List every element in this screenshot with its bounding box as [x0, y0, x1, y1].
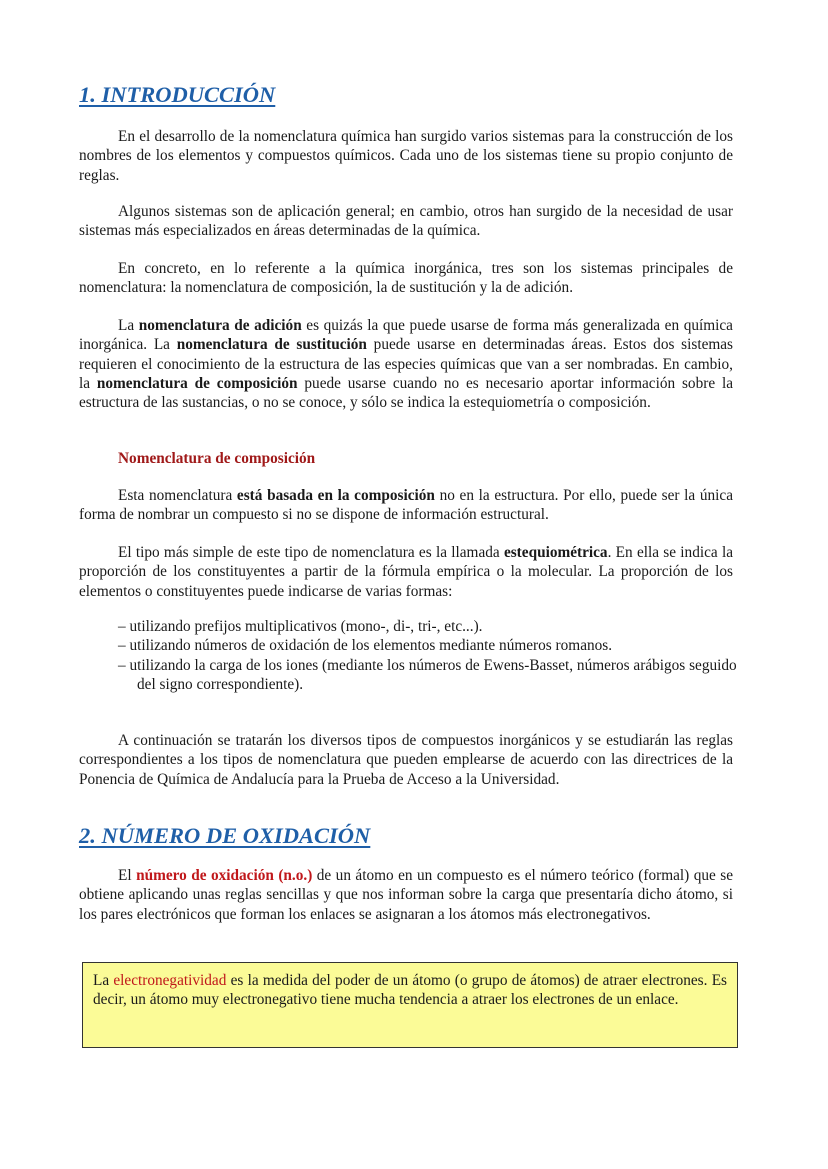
intro-paragraph-1: En el desarrollo de la nomenclatura química han surgido varios sistemas para la construcción de los nombres de los elementos y compuestos químicos. Cada uno de los sistemas tiene su propio conjunto de reglas. — [79, 128, 733, 184]
intro-paragraph-3: En concreto, en lo referente a la química inorgánica, tres son los sistemas principales de nomenclatura: la nomenclatura de composición, la de sustitución y la de adición. — [79, 260, 733, 297]
stoichiometric-paragraph: El tipo más simple de este tipo de nomenclatura es la llamada estequiométrica. En ella se indica la proporción de los constituyentes a partir de la fórmula empírica o la molecular. La proporción de los elementos o constituyentes puede indicarse de varias formas: — [79, 544, 733, 600]
methods-list — [118, 617, 738, 694]
term-adicion: nomenclatura de adición — [138, 317, 302, 334]
subheading-nomenclatura-composicion: Nomenclatura de composición — [118, 450, 316, 467]
list-item: – utilizando la carga de los iones (mediante los números de Ewens-Basset, números arábigos seguido del signo correspondiente). — [118, 656, 737, 693]
list-item: – utilizando números de oxidación de los elementos mediante números romanos. — [118, 637, 613, 655]
intro-paragraph-4: La nomenclatura de adición es quizás la que puede usarse de forma más generalizada en química inorgánica. La nomenclatura de sustitución puede usarse en determinadas áreas. Estos dos sistemas requieren el conocimiento de la estructura de las especies químicas que van a ser nombradas. En cambio, la nomenclatura de composición puede usarse cuando no es necesario aportar información sobre la estructura de las sustancias, o no se conoce, y sólo se indica la estequiometría o composición. — [79, 317, 733, 412]
intro-closing-paragraph: A continuación se tratarán los diversos tipos de compuestos inorgánicos y se estudiarán las reglas correspondientes a los tipos de nomenclatura que pueden emplearse de acuerdo con las directrices de la Ponencia de Química de Andalucía para la Prueba de Acceso a la Universidad. — [79, 732, 733, 788]
list-item: – utilizando prefijos multiplicativos (mono-, di-, tri-, etc...). — [118, 618, 483, 635]
section-2-title: 2. NÚMERO DE OXIDACIÓN — [79, 823, 371, 848]
electronegativity-definition: La electronegatividad es la medida del poder de un átomo (o grupo de átomos) de atraer electrones. Es decir, un átomo muy electronegativo tiene mucha tendencia a atraer los electrones de un enlace. — [93, 972, 727, 1008]
term-electronegatividad: electronegatividad — [113, 972, 227, 989]
composition-paragraph: Esta nomenclatura está basada en la composición no en la estructura. Por ello, puede ser la única forma de nombrar un compuesto si no se dispone de información estructural. — [79, 487, 734, 524]
term-basada-composicion: está basada en la composición — [236, 487, 435, 504]
oxidation-number-paragraph: El número de oxidación (n.o.) de un átomo en un compuesto es el número teórico (formal) que se obtiene aplicando unas reglas sencillas y que nos informan sobre la carga que presentaría dicho átomo, si los pares electrónicos que forman los enlaces se asignaran a los átomos más electronegativos. — [79, 867, 733, 923]
section-1-title: 1. INTRODUCCIÓN — [79, 82, 276, 107]
electronegativity-note-box — [82, 962, 738, 1048]
term-sustitucion: nomenclatura de sustitución — [176, 336, 367, 354]
term-numero-oxidacion: número de oxidación (n.o.) — [136, 867, 313, 884]
term-estequiometrica: estequiométrica — [503, 544, 608, 561]
intro-paragraph-2: Algunos sistemas son de aplicación general; en cambio, otros han surgido de la necesidad de usar sistemas más especializados en áreas determinadas de la química. — [79, 203, 733, 240]
term-composicion: nomenclatura de composición — [96, 374, 298, 392]
